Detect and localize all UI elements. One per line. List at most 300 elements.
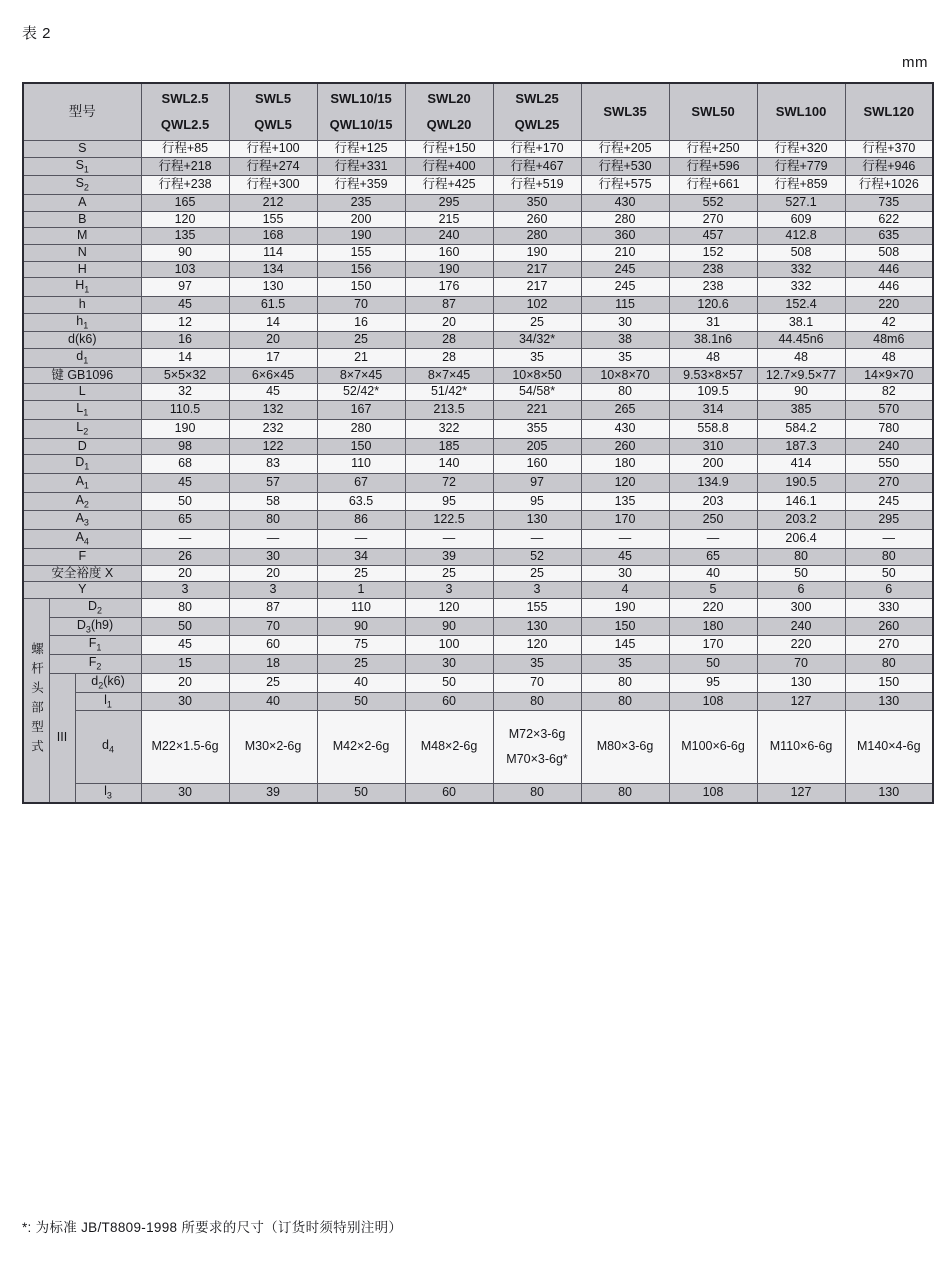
spec-table-body: [23, 83, 933, 803]
row-label-22: $A_4$: [23, 530, 141, 549]
cell-r23-c5: 45: [581, 548, 669, 565]
cell-r12-c4: 35: [493, 349, 581, 368]
cell-r3-c3: 295: [405, 195, 493, 212]
group-cell-r4-c8: 150: [845, 673, 933, 692]
cell-r7-c1: 134: [229, 261, 317, 278]
cell-r15-c0: 110.5: [141, 401, 229, 420]
cell-r19-c1: 57: [229, 473, 317, 492]
cell-r8-c3: 176: [405, 278, 493, 297]
cell-r21-c4: 130: [493, 511, 581, 530]
group-label-screw-head: 螺杆头部型式: [23, 598, 49, 803]
cell-r3-c2: 235: [317, 195, 405, 212]
group-cell-r2-c5: 145: [581, 636, 669, 655]
cell-r8-c0: 97: [141, 278, 229, 297]
cell-r14-c7: 90: [757, 384, 845, 401]
group-cell-r3-c6: 50: [669, 655, 757, 674]
row-label-4: B: [23, 211, 141, 228]
header-col-4: SWL25 QWL25: [493, 83, 581, 141]
cell-r23-c3: 39: [405, 548, 493, 565]
row-label-12: $d_1$: [23, 349, 141, 368]
cell-r24-c0: 20: [141, 565, 229, 582]
group-cell-r5-c3: 60: [405, 692, 493, 711]
header-col-7: SWL100: [757, 83, 845, 141]
table-row: [23, 655, 933, 674]
table-row: [23, 617, 933, 636]
cell-r0-c0: 行程+85: [141, 141, 229, 158]
cell-r18-c4: 160: [493, 455, 581, 474]
cell-r10-c8: 42: [845, 313, 933, 332]
group-cell-r5-c4: 80: [493, 692, 581, 711]
cell-r25-c0: 3: [141, 582, 229, 599]
group-cell-r4-c5: 80: [581, 673, 669, 692]
cell-r5-c4: 280: [493, 228, 581, 245]
cell-r11-c4: 34/32*: [493, 332, 581, 349]
cell-r11-c2: 25: [317, 332, 405, 349]
cell-r14-c2: 52/42*: [317, 384, 405, 401]
cell-r15-c3: 213.5: [405, 401, 493, 420]
cell-r10-c7: 38.1: [757, 313, 845, 332]
group-cell-r5-c2: 50: [317, 692, 405, 711]
row-label-2: $S_2$: [23, 176, 141, 195]
cell-r20-c1: 58: [229, 492, 317, 511]
cell-r1-c1: 行程+274: [229, 157, 317, 176]
table-row: [23, 511, 933, 530]
cell-r20-c4: 95: [493, 492, 581, 511]
row-label-11: d(k6): [23, 332, 141, 349]
cell-r7-c6: 238: [669, 261, 757, 278]
cell-r6-c2: 155: [317, 245, 405, 262]
group-cell-r0-c7: 300: [757, 598, 845, 617]
cell-r16-c7: 584.2: [757, 419, 845, 438]
cell-r13-c5: 10×8×70: [581, 367, 669, 384]
cell-r25-c1: 3: [229, 582, 317, 599]
cell-r17-c0: 98: [141, 438, 229, 455]
cell-r16-c0: 190: [141, 419, 229, 438]
row-label-24: 安全裕度 X: [23, 565, 141, 582]
cell-r15-c6: 314: [669, 401, 757, 420]
row-label-23: F: [23, 548, 141, 565]
cell-r19-c7: 190.5: [757, 473, 845, 492]
roman-numeral-label: III: [49, 673, 75, 803]
group-cell-r3-c7: 70: [757, 655, 845, 674]
table-row: [23, 473, 933, 492]
cell-r18-c3: 140: [405, 455, 493, 474]
cell-r10-c3: 20: [405, 313, 493, 332]
cell-r11-c0: 16: [141, 332, 229, 349]
cell-r23-c0: 26: [141, 548, 229, 565]
cell-r18-c6: 200: [669, 455, 757, 474]
cell-r17-c1: 122: [229, 438, 317, 455]
cell-r15-c7: 385: [757, 401, 845, 420]
footnote: *: 为标准 JB/T8809-1998 所要求的尺寸（订货时须特别注明）: [22, 1220, 403, 1235]
table-row: [23, 784, 933, 803]
cell-r9-c4: 102: [493, 297, 581, 314]
cell-r17-c8: 240: [845, 438, 933, 455]
table-row: [23, 367, 933, 384]
cell-r22-c7: 206.4: [757, 530, 845, 549]
cell-r8-c2: 150: [317, 278, 405, 297]
table-row: [23, 141, 933, 158]
group-cell-r7-c6: 108: [669, 784, 757, 803]
group-cell-r5-c5: 80: [581, 692, 669, 711]
cell-r8-c5: 245: [581, 278, 669, 297]
group-cell-r6-c2: M42×2-6g: [317, 711, 405, 784]
row-label-10: $h_1$: [23, 313, 141, 332]
cell-r21-c1: 80: [229, 511, 317, 530]
cell-r7-c0: 103: [141, 261, 229, 278]
cell-r25-c3: 3: [405, 582, 493, 599]
cell-r9-c3: 87: [405, 297, 493, 314]
cell-r24-c6: 40: [669, 565, 757, 582]
cell-r11-c5: 38: [581, 332, 669, 349]
cell-r4-c2: 200: [317, 211, 405, 228]
cell-r1-c4: 行程+467: [493, 157, 581, 176]
group-cell-r3-c2: 25: [317, 655, 405, 674]
group-cell-r0-c3: 120: [405, 598, 493, 617]
cell-r8-c1: 130: [229, 278, 317, 297]
table-row: [23, 419, 933, 438]
cell-r8-c4: 217: [493, 278, 581, 297]
cell-r11-c1: 20: [229, 332, 317, 349]
group-cell-r6-c5: M80×3-6g: [581, 711, 669, 784]
group-row-label-4: $d_2(k6)$: [75, 673, 141, 692]
row-label-8: $H_1$: [23, 278, 141, 297]
cell-r4-c5: 280: [581, 211, 669, 228]
group-cell-r6-c3: M48×2-6g: [405, 711, 493, 784]
table-row: [23, 492, 933, 511]
cell-r9-c1: 61.5: [229, 297, 317, 314]
cell-r15-c2: 167: [317, 401, 405, 420]
cell-r22-c4: —: [493, 530, 581, 549]
group-cell-r2-c6: 170: [669, 636, 757, 655]
group-cell-r6-c4: M72×3-6g M70×3-6g*: [493, 711, 581, 784]
cell-r16-c8: 780: [845, 419, 933, 438]
table-row: [23, 313, 933, 332]
cell-r20-c7: 146.1: [757, 492, 845, 511]
group-cell-r1-c2: 90: [317, 617, 405, 636]
row-label-19: $A_1$: [23, 473, 141, 492]
cell-r11-c3: 28: [405, 332, 493, 349]
cell-r17-c5: 260: [581, 438, 669, 455]
group-cell-r7-c8: 130: [845, 784, 933, 803]
cell-r25-c8: 6: [845, 582, 933, 599]
cell-r12-c3: 28: [405, 349, 493, 368]
group-cell-r3-c1: 18: [229, 655, 317, 674]
cell-r4-c4: 260: [493, 211, 581, 228]
row-label-14: L: [23, 384, 141, 401]
cell-r19-c0: 45: [141, 473, 229, 492]
group-cell-r7-c0: 30: [141, 784, 229, 803]
header-col-5: SWL35: [581, 83, 669, 141]
group-cell-r5-c6: 108: [669, 692, 757, 711]
group-row-label-7: $l_3$: [75, 784, 141, 803]
cell-r16-c1: 232: [229, 419, 317, 438]
cell-r14-c1: 45: [229, 384, 317, 401]
table-row: [23, 582, 933, 599]
group-cell-r1-c4: 130: [493, 617, 581, 636]
cell-r14-c5: 80: [581, 384, 669, 401]
cell-r2-c7: 行程+859: [757, 176, 845, 195]
group-row-label-3: $F_2$: [49, 655, 141, 674]
group-cell-r0-c6: 220: [669, 598, 757, 617]
cell-r9-c2: 70: [317, 297, 405, 314]
group-cell-r7-c1: 39: [229, 784, 317, 803]
cell-r8-c6: 238: [669, 278, 757, 297]
cell-r13-c0: 5×5×32: [141, 367, 229, 384]
cell-r16-c6: 558.8: [669, 419, 757, 438]
cell-r1-c3: 行程+400: [405, 157, 493, 176]
group-cell-r6-c6: M100×6-6g: [669, 711, 757, 784]
group-cell-r3-c4: 35: [493, 655, 581, 674]
group-cell-r6-c0: M22×1.5-6g: [141, 711, 229, 784]
cell-r23-c2: 34: [317, 548, 405, 565]
cell-r11-c8: 48m6: [845, 332, 933, 349]
cell-r5-c5: 360: [581, 228, 669, 245]
row-label-17: D: [23, 438, 141, 455]
cell-r10-c5: 30: [581, 313, 669, 332]
group-cell-r3-c0: 15: [141, 655, 229, 674]
cell-r23-c4: 52: [493, 548, 581, 565]
cell-r3-c1: 212: [229, 195, 317, 212]
table-row: [23, 455, 933, 474]
row-label-5: M: [23, 228, 141, 245]
cell-r20-c0: 50: [141, 492, 229, 511]
table-row: [23, 384, 933, 401]
cell-r5-c8: 635: [845, 228, 933, 245]
cell-r13-c4: 10×8×50: [493, 367, 581, 384]
cell-r17-c4: 205: [493, 438, 581, 455]
cell-r25-c7: 6: [757, 582, 845, 599]
group-cell-r7-c2: 50: [317, 784, 405, 803]
cell-r25-c2: 1: [317, 582, 405, 599]
group-cell-r4-c2: 40: [317, 673, 405, 692]
row-label-13: 键 GB1096: [23, 367, 141, 384]
cell-r19-c4: 97: [493, 473, 581, 492]
group-cell-r2-c1: 60: [229, 636, 317, 655]
header-col-6: SWL50: [669, 83, 757, 141]
row-label-3: A: [23, 195, 141, 212]
cell-r20-c8: 245: [845, 492, 933, 511]
cell-r23-c1: 30: [229, 548, 317, 565]
cell-r25-c5: 4: [581, 582, 669, 599]
cell-r6-c6: 152: [669, 245, 757, 262]
cell-r17-c2: 150: [317, 438, 405, 455]
cell-r7-c8: 446: [845, 261, 933, 278]
cell-r3-c6: 552: [669, 195, 757, 212]
cell-r2-c6: 行程+661: [669, 176, 757, 195]
group-cell-r0-c5: 190: [581, 598, 669, 617]
group-cell-r1-c1: 70: [229, 617, 317, 636]
cell-r15-c5: 265: [581, 401, 669, 420]
cell-r15-c8: 570: [845, 401, 933, 420]
group-cell-r0-c1: 87: [229, 598, 317, 617]
row-label-20: $A_2$: [23, 492, 141, 511]
group-cell-r4-c0: 20: [141, 673, 229, 692]
group-cell-r6-c8: M140×4-6g: [845, 711, 933, 784]
group-cell-r2-c7: 220: [757, 636, 845, 655]
cell-r10-c2: 16: [317, 313, 405, 332]
table-row: [23, 692, 933, 711]
cell-r24-c1: 20: [229, 565, 317, 582]
group-cell-r4-c1: 25: [229, 673, 317, 692]
cell-r23-c7: 80: [757, 548, 845, 565]
cell-r6-c8: 508: [845, 245, 933, 262]
row-label-1: $S_1$: [23, 157, 141, 176]
cell-r7-c5: 245: [581, 261, 669, 278]
table-row: [23, 711, 933, 784]
cell-r5-c1: 168: [229, 228, 317, 245]
cell-r2-c0: 行程+238: [141, 176, 229, 195]
header-col-8: SWL120: [845, 83, 933, 141]
cell-r22-c2: —: [317, 530, 405, 549]
row-label-7: H: [23, 261, 141, 278]
group-cell-r1-c0: 50: [141, 617, 229, 636]
cell-r21-c8: 295: [845, 511, 933, 530]
group-cell-r4-c4: 70: [493, 673, 581, 692]
cell-r24-c8: 50: [845, 565, 933, 582]
table-row: [23, 195, 933, 212]
cell-r20-c6: 203: [669, 492, 757, 511]
group-cell-r4-c6: 95: [669, 673, 757, 692]
cell-r3-c4: 350: [493, 195, 581, 212]
cell-r6-c7: 508: [757, 245, 845, 262]
cell-r22-c1: —: [229, 530, 317, 549]
cell-r18-c0: 68: [141, 455, 229, 474]
cell-r23-c6: 65: [669, 548, 757, 565]
cell-r14-c8: 82: [845, 384, 933, 401]
cell-r4-c3: 215: [405, 211, 493, 228]
cell-r10-c0: 12: [141, 313, 229, 332]
group-row-label-6: $d_4$: [75, 711, 141, 784]
row-label-16: $L_2$: [23, 419, 141, 438]
cell-r9-c0: 45: [141, 297, 229, 314]
cell-r6-c5: 210: [581, 245, 669, 262]
cell-r20-c2: 63.5: [317, 492, 405, 511]
cell-r24-c4: 25: [493, 565, 581, 582]
cell-r18-c1: 83: [229, 455, 317, 474]
cell-r13-c7: 12.7×9.5×77: [757, 367, 845, 384]
cell-r23-c8: 80: [845, 548, 933, 565]
cell-r1-c6: 行程+596: [669, 157, 757, 176]
table-row: [23, 176, 933, 195]
cell-r21-c0: 65: [141, 511, 229, 530]
group-cell-r2-c2: 75: [317, 636, 405, 655]
cell-r19-c5: 120: [581, 473, 669, 492]
group-cell-r1-c8: 260: [845, 617, 933, 636]
cell-r21-c7: 203.2: [757, 511, 845, 530]
group-cell-r0-c4: 155: [493, 598, 581, 617]
cell-r22-c0: —: [141, 530, 229, 549]
table-row: [23, 673, 933, 692]
cell-r16-c3: 322: [405, 419, 493, 438]
cell-r18-c5: 180: [581, 455, 669, 474]
cell-r9-c6: 120.6: [669, 297, 757, 314]
cell-r24-c3: 25: [405, 565, 493, 582]
group-cell-r5-c8: 130: [845, 692, 933, 711]
table-row: [23, 278, 933, 297]
cell-r17-c7: 187.3: [757, 438, 845, 455]
cell-r1-c0: 行程+218: [141, 157, 229, 176]
cell-r2-c2: 行程+359: [317, 176, 405, 195]
cell-r9-c8: 220: [845, 297, 933, 314]
group-cell-r3-c5: 35: [581, 655, 669, 674]
cell-r13-c6: 9.53×8×57: [669, 367, 757, 384]
cell-r4-c8: 622: [845, 211, 933, 228]
cell-r1-c2: 行程+331: [317, 157, 405, 176]
cell-r10-c4: 25: [493, 313, 581, 332]
cell-r3-c8: 735: [845, 195, 933, 212]
cell-r4-c7: 609: [757, 211, 845, 228]
cell-r20-c5: 135: [581, 492, 669, 511]
cell-r24-c5: 30: [581, 565, 669, 582]
cell-r0-c7: 行程+320: [757, 141, 845, 158]
cell-r0-c1: 行程+100: [229, 141, 317, 158]
cell-r4-c1: 155: [229, 211, 317, 228]
cell-r25-c4: 3: [493, 582, 581, 599]
cell-r20-c3: 95: [405, 492, 493, 511]
cell-r2-c1: 行程+300: [229, 176, 317, 195]
group-row-label-2: $F_1$: [49, 636, 141, 655]
cell-r13-c1: 6×6×45: [229, 367, 317, 384]
group-cell-r1-c3: 90: [405, 617, 493, 636]
cell-r19-c3: 72: [405, 473, 493, 492]
cell-r6-c3: 160: [405, 245, 493, 262]
cell-r18-c8: 550: [845, 455, 933, 474]
cell-r6-c1: 114: [229, 245, 317, 262]
cell-r25-c6: 5: [669, 582, 757, 599]
table-row: [23, 548, 933, 565]
cell-r16-c4: 355: [493, 419, 581, 438]
cell-r0-c8: 行程+370: [845, 141, 933, 158]
cell-r2-c8: 行程+1026: [845, 176, 933, 195]
header-col-0: SWL2.5 QWL2.5: [141, 83, 229, 141]
header-col-3: SWL20 QWL20: [405, 83, 493, 141]
group-cell-r1-c6: 180: [669, 617, 757, 636]
cell-r4-c6: 270: [669, 211, 757, 228]
group-cell-r6-c1: M30×2-6g: [229, 711, 317, 784]
cell-r19-c6: 134.9: [669, 473, 757, 492]
cell-r6-c0: 90: [141, 245, 229, 262]
cell-r1-c5: 行程+530: [581, 157, 669, 176]
header-model-label: 型号: [23, 83, 141, 141]
cell-r18-c2: 110: [317, 455, 405, 474]
cell-r14-c0: 32: [141, 384, 229, 401]
group-cell-r3-c3: 30: [405, 655, 493, 674]
cell-r5-c7: 412.8: [757, 228, 845, 245]
cell-r0-c3: 行程+150: [405, 141, 493, 158]
cell-r1-c8: 行程+946: [845, 157, 933, 176]
cell-r7-c2: 156: [317, 261, 405, 278]
group-row-label-5: $l_1$: [75, 692, 141, 711]
table-caption: 表 2: [22, 25, 52, 42]
group-cell-r0-c2: 110: [317, 598, 405, 617]
group-cell-r1-c5: 150: [581, 617, 669, 636]
cell-r11-c7: 44.45n6: [757, 332, 845, 349]
cell-r6-c4: 190: [493, 245, 581, 262]
cell-r12-c0: 14: [141, 349, 229, 368]
cell-r21-c5: 170: [581, 511, 669, 530]
table-row: [23, 565, 933, 582]
cell-r22-c5: —: [581, 530, 669, 549]
row-label-15: $L_1$: [23, 401, 141, 420]
table-row: [23, 636, 933, 655]
cell-r8-c7: 332: [757, 278, 845, 297]
cell-r12-c2: 21: [317, 349, 405, 368]
group-cell-r3-c8: 80: [845, 655, 933, 674]
group-cell-r4-c7: 130: [757, 673, 845, 692]
cell-r10-c1: 14: [229, 313, 317, 332]
group-cell-r7-c5: 80: [581, 784, 669, 803]
